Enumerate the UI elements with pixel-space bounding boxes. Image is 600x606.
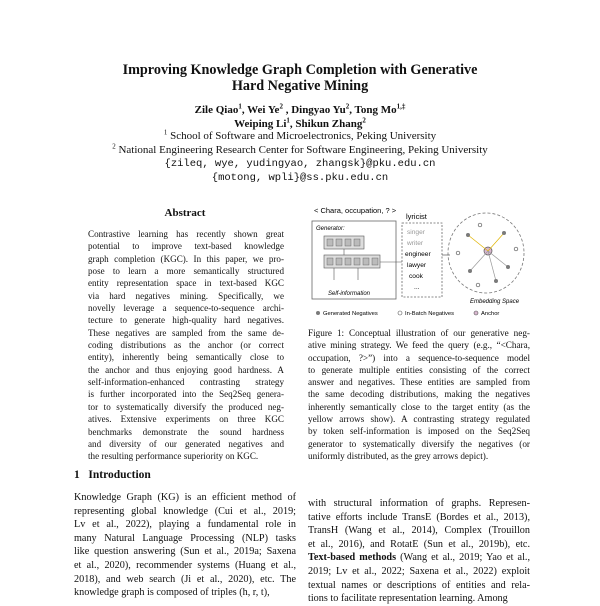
generator-label: Generator: bbox=[316, 226, 345, 232]
text-line: et al., 2020), recommender systems (Huang et al., bbox=[74, 559, 296, 571]
author-name: Wei Ye bbox=[247, 104, 280, 116]
text-line: graph completion (KGC). In this paper, we pro- bbox=[88, 253, 284, 264]
word-list bbox=[405, 229, 431, 291]
figure-illustration bbox=[308, 205, 530, 320]
text-line: like question answering (Sun et al., 2019a; Saxena bbox=[74, 546, 296, 558]
title-line-2: Hard Negative Mining bbox=[231, 78, 369, 94]
text-line: occupation, ?>”) into a sequence-to-sequence model bbox=[308, 352, 530, 363]
text-line: by token self-information is imposed on the Seq2Seq bbox=[308, 426, 530, 437]
word-list-header: lyricist bbox=[406, 212, 427, 221]
author-list bbox=[60, 103, 540, 131]
text-line: the anchor and thus enjoying good hardness. A bbox=[88, 364, 284, 375]
word-item: ... bbox=[414, 284, 420, 291]
abstract-body bbox=[88, 228, 284, 463]
author-affil-sup: 1 bbox=[286, 116, 290, 125]
text-line: via hard negatives mining. Specifically, we bbox=[88, 290, 284, 301]
affiliations bbox=[40, 129, 560, 185]
text-line: ative mining strategy. We feed the query (e.g., “<Chara, bbox=[308, 340, 530, 351]
text-line: potential to improve text-based knowledge bbox=[88, 241, 284, 252]
word-item: singer bbox=[407, 229, 425, 236]
figure-caption bbox=[308, 327, 530, 462]
author-affil-sup: 2 bbox=[362, 116, 366, 125]
embedding-points bbox=[442, 223, 518, 287]
author-name: Tong Mo bbox=[354, 104, 397, 116]
text-line: representing global knowledge (Cui et al., 2019; bbox=[74, 505, 296, 517]
generator-blocks bbox=[324, 236, 402, 280]
author-affil-sup: 1,‡ bbox=[396, 102, 406, 111]
section-number: 1 bbox=[74, 469, 80, 481]
text-line: entity), inherently being semantically close to bbox=[88, 352, 284, 363]
author-name: Weiping Li bbox=[234, 118, 287, 130]
email-2: {motong, wpli}@ss.pku.edu.cn bbox=[211, 172, 389, 184]
paper-title bbox=[60, 62, 540, 94]
text-line: et al., 2016), and RotatE (Sun et al., 2019b), etc. bbox=[308, 538, 530, 550]
text-line: tions to facilitate representation learning. Among bbox=[308, 593, 508, 605]
intro-left-column bbox=[74, 491, 296, 600]
text-line: self-information-enhanced contrasting strategy bbox=[88, 377, 284, 388]
text-line: to generate multiple entities consisting of the correct bbox=[308, 364, 530, 375]
legend-inbatch: In-Batch Negatives bbox=[405, 311, 454, 317]
text-line: many Natural Language Processing (NLP) tasks bbox=[74, 532, 296, 544]
text-line: the resulting performance superiority on KGC. bbox=[88, 451, 259, 462]
word-item: engineer bbox=[405, 251, 431, 258]
section-title: Introduction bbox=[88, 469, 151, 481]
word-item: cook bbox=[409, 273, 423, 280]
text-line: Figure 1: Conceptual illustration of our generative neg- bbox=[308, 328, 530, 338]
text-line: answer and negatives. These entities are sampled from bbox=[308, 377, 530, 388]
figure-1 bbox=[308, 205, 530, 320]
text-line: TransH (Wang et al., 2014), Complex (Trouillon bbox=[308, 525, 530, 537]
author-name: Shikun Zhang bbox=[295, 118, 363, 130]
text-line: is further incorporated into the Seq2Seq genera- bbox=[88, 389, 284, 400]
text-line: tecture to generate high-quality hard negatives. bbox=[88, 315, 284, 326]
abstract-heading: Abstract bbox=[164, 207, 206, 219]
text-line: the same decoding distributions, making the negatives bbox=[308, 389, 530, 400]
text-line: and diversity of our generated negatives and bbox=[88, 438, 284, 449]
author-line-1: Zile Qiao$^1$, Wei Ye$^2$ , Dingyao Yu$^2$, Tong $Mo^{1,\ddagger}$ bbox=[194, 102, 406, 116]
text-line: These negatives are sampled from the same de- bbox=[88, 327, 284, 338]
section-heading bbox=[74, 469, 151, 481]
text-line: tative efforts include TransE (Bordes et al., 2013), bbox=[308, 511, 530, 523]
text-line: Text-based methods (Wang et al., 2019; Yao et al., bbox=[308, 552, 530, 564]
text-line: 2018), and web search (Ji et al., 2020), etc. The bbox=[74, 573, 296, 585]
text-line: Contrastive learning has recently shown great bbox=[88, 229, 284, 239]
text-line: uniformly distributed, as the grey arrows depict). bbox=[308, 450, 489, 461]
affiliation-2: $^2$ National Engineering Research Center for Software Engineering, Peking University bbox=[112, 142, 488, 156]
text-line: knowledge graph is composed of triples (h, r, t), bbox=[74, 587, 270, 599]
text-line: yellow arrows show). A contrasting strategy regulated bbox=[308, 414, 530, 425]
author-name: Dingyao Yu bbox=[291, 104, 346, 116]
text-line: pose to learn a more semantically structured bbox=[88, 266, 284, 277]
title-line-1: Improving Knowledge Graph Completion with Generative bbox=[122, 62, 478, 78]
text-line: atives. Extensive experiments on three KGC bbox=[88, 414, 284, 425]
intro-right-column bbox=[308, 497, 530, 606]
text-line: tor to systematically diversify the produced neg- bbox=[88, 401, 284, 412]
author-affil-sup: 1 bbox=[238, 102, 242, 111]
author-name: Zile Qiao bbox=[194, 104, 239, 116]
author-affil-sup: 2 bbox=[345, 102, 350, 111]
word-item: writer bbox=[407, 240, 424, 247]
author-affil-sup: 2 bbox=[279, 102, 283, 111]
text-line: with structural information of graphs. Represen- bbox=[308, 498, 530, 509]
legend-generated: Generated Negatives bbox=[323, 311, 378, 317]
embedding-label: Embedding Space bbox=[470, 299, 520, 305]
text-line: benchmarks demonstrate the sound hardness bbox=[88, 426, 284, 437]
word-item: lawyer bbox=[407, 262, 427, 269]
text-line: generator to systematically diversify the negatives (or bbox=[308, 438, 530, 449]
affiliation-1: $^1$ School of Software and Microelectronics, Peking University bbox=[163, 128, 437, 142]
text-line: inherently semantically close to the target entity (as the bbox=[308, 401, 530, 412]
text-line: 2019; Lv et al., 2022; Saxena et al., 2022) exploit bbox=[308, 565, 530, 577]
text-line: entity representation space in text-based KGC bbox=[88, 278, 284, 289]
self-info-label: Self-information bbox=[328, 291, 371, 297]
author-line-2: Weiping Li$^1$, Shikun Zhang$^2$ bbox=[234, 116, 366, 130]
email-1: {zileq, wye, yudingyao, zhangsk}@pku.edu.cn bbox=[164, 158, 436, 170]
text-line: novelly leverage a sequence-to-sequence archi- bbox=[88, 303, 284, 314]
legend-anchor: Anchor bbox=[481, 311, 500, 317]
text-line: Knowledge Graph (KG) is an efficient method of bbox=[74, 492, 296, 503]
figure-query: < Chara, occupation, ? > bbox=[314, 206, 397, 215]
text-line: Lv et al., 2022), playing a fundamental role in bbox=[74, 519, 296, 531]
figure-legend bbox=[316, 311, 499, 317]
text-line: coding distributions as the anchor (or correct bbox=[88, 340, 284, 351]
text-line: textual names or descriptions of entities and rela- bbox=[308, 579, 530, 591]
